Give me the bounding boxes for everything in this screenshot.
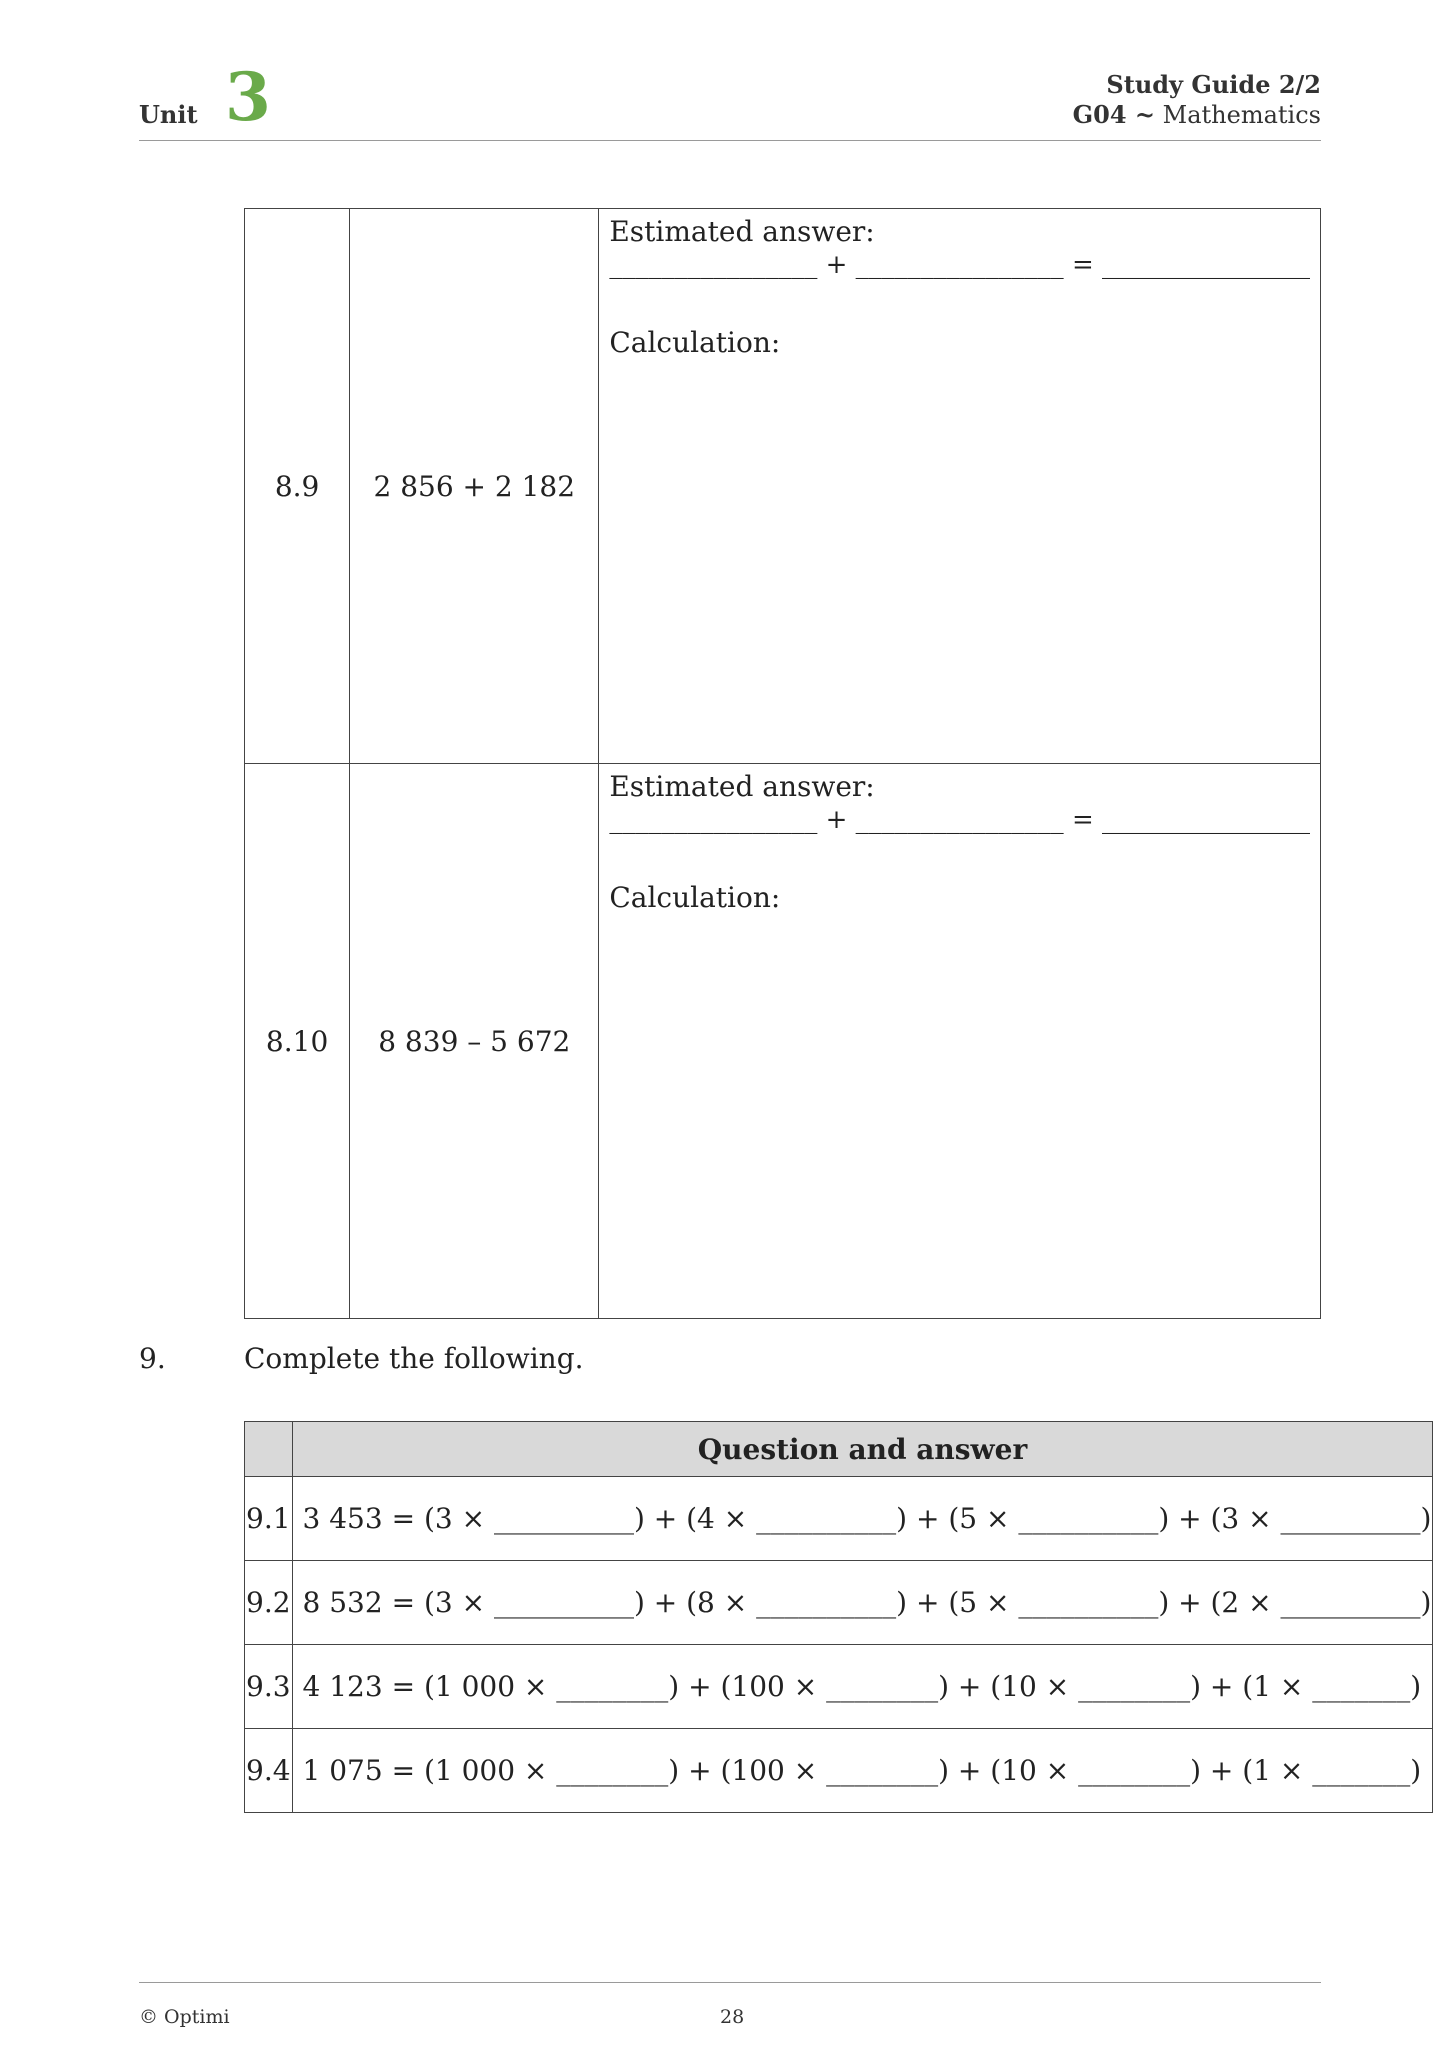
question-9-number: 9.: [139, 1342, 166, 1375]
table-row: [245, 209, 1321, 764]
guide-title: Study Guide 2/2: [1106, 70, 1321, 99]
subject-name: Mathematics: [1162, 101, 1321, 129]
question-number: 9.3: [245, 1645, 293, 1729]
question-text[interactable]: 3 453 = (3 × __________) + (4 × __________) + (5 × __________) + (3 × __________): [292, 1477, 1433, 1561]
question-answer-table: [244, 1421, 1433, 1813]
estimated-answer-label: Estimated answer:: [609, 770, 875, 803]
table-row: [245, 764, 1321, 1319]
calculation-label: Calculation:: [609, 881, 781, 914]
table-header-row: [245, 1422, 1433, 1477]
calculation-table: [244, 208, 1321, 1319]
question-number: 9.2: [245, 1561, 293, 1645]
question-number: 8.9: [245, 209, 350, 764]
calculation-label: Calculation:: [609, 326, 781, 359]
footer-divider: [139, 1982, 1321, 1983]
question-text[interactable]: 4 123 = (1 000 × ________) + (100 × ________) + (10 × ________) + (1 × _______): [292, 1645, 1433, 1729]
question-text[interactable]: 8 532 = (3 × __________) + (8 × __________) + (5 × __________) + (2 × __________): [292, 1561, 1433, 1645]
question-number: 9.1: [245, 1477, 293, 1561]
question-expression: 8 839 – 5 672: [350, 764, 599, 1319]
header-blank-cell: [245, 1422, 293, 1477]
question-9-instruction: Complete the following.: [244, 1342, 584, 1375]
question-and-answer-header: Question and answer: [292, 1422, 1433, 1477]
estimate-blank-line[interactable]: ________________ + ________________ = ________________: [609, 250, 1310, 280]
answer-cell[interactable]: [599, 764, 1321, 1319]
estimated-answer-label: Estimated answer:: [609, 215, 875, 248]
answer-cell[interactable]: [599, 209, 1321, 764]
course-code: G04 ~: [1072, 100, 1156, 129]
table-row: [245, 1561, 1433, 1645]
question-number: 8.10: [245, 764, 350, 1319]
table-row: [245, 1477, 1433, 1561]
page-number: 28: [720, 2006, 745, 2028]
table-row: [245, 1729, 1433, 1813]
question-expression: 2 856 + 2 182: [350, 209, 599, 764]
table-row: [245, 1645, 1433, 1729]
estimate-blank-line[interactable]: ________________ + ________________ = ________________: [609, 805, 1310, 835]
unit-label: Unit: [139, 100, 198, 129]
question-number: 9.4: [245, 1729, 293, 1813]
copyright-text: © Optimi: [139, 2006, 230, 2028]
unit-number: 3: [225, 58, 271, 136]
page-header: [139, 60, 1321, 141]
course-subtitle: [1073, 100, 1321, 129]
question-text[interactable]: 1 075 = (1 000 × ________) + (100 × ________) + (10 × ________) + (1 × _______): [292, 1729, 1433, 1813]
